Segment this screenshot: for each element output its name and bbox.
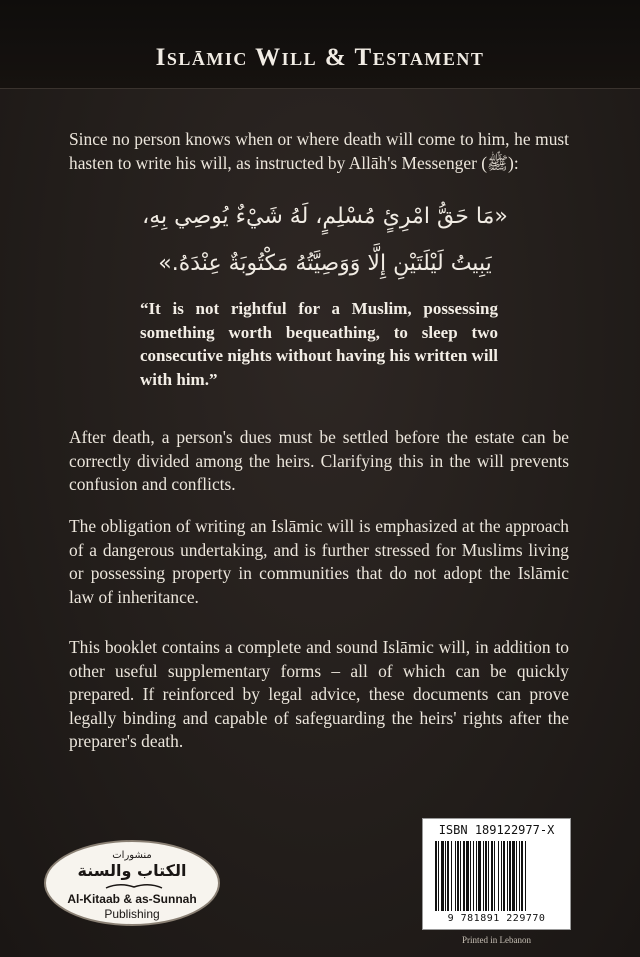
publisher-logo xyxy=(44,840,220,926)
ean-number: 9 781891 229770 xyxy=(447,913,546,924)
cover-title: Islāmic Will & Testament xyxy=(155,44,485,71)
paragraph-booklet: This booklet contains a complete and sound Islāmic will, in addition to other useful supplementary forms – all of which can be quickly prepared. If reinforced by legal advice, these documents can prove legally binding and capable of safeguarding the heirs' rights after the preparer's death. xyxy=(69,637,569,751)
open-book-icon xyxy=(104,882,164,890)
publisher-arabic-name: الكتاب والسنة xyxy=(77,861,187,880)
barcode-bars xyxy=(435,841,560,911)
paragraph-obligation: The obligation of writing an Islāmic will is emphasized at the approach of a dangerous undertaking, and is further stressed for Muslims living or possessing property in communities that do not adopt the Islāmic law of inheritance. xyxy=(69,516,569,607)
paragraph-dues: After death, a person's dues must be settled before the estate can be correctly divided among the heirs. Clarifying this in the will prevents confusion and conflicts. xyxy=(69,427,569,494)
printed-in-note: Printed in Lebanon xyxy=(462,935,531,945)
hadith-arabic-line-2: يَبِيتُ لَيْلَتَيْنِ إِلَّا وَوَصِيَّتُهُ مَكْتُوبَةٌ عِنْدَهُ.» xyxy=(158,251,492,276)
isbn-barcode xyxy=(422,818,571,930)
publisher-subtitle: Publishing xyxy=(104,907,160,921)
intro-paragraph: Since no person knows when or where death will come to him, he must hasten to write his will, as instructed by Allāh's Messenger (ﷺ): xyxy=(69,129,569,173)
isbn-number: ISBN 189122977-X xyxy=(438,823,555,837)
hadith-arabic-line-1: «مَا حَقُّ امْرِئٍ مُسْلِمٍ، لَهُ شَيْءٌ يُوصِي بِهِ، xyxy=(142,204,508,229)
publisher-arabic-top: منشورات xyxy=(112,850,152,861)
hadith-translation: “It is not rightful for a Muslim, possessing something worth bequeathing, to sleep two consecutive nights without having his written will with him.” xyxy=(140,299,498,389)
publisher-name: Al-Kitaab & as-Sunnah xyxy=(67,892,197,906)
